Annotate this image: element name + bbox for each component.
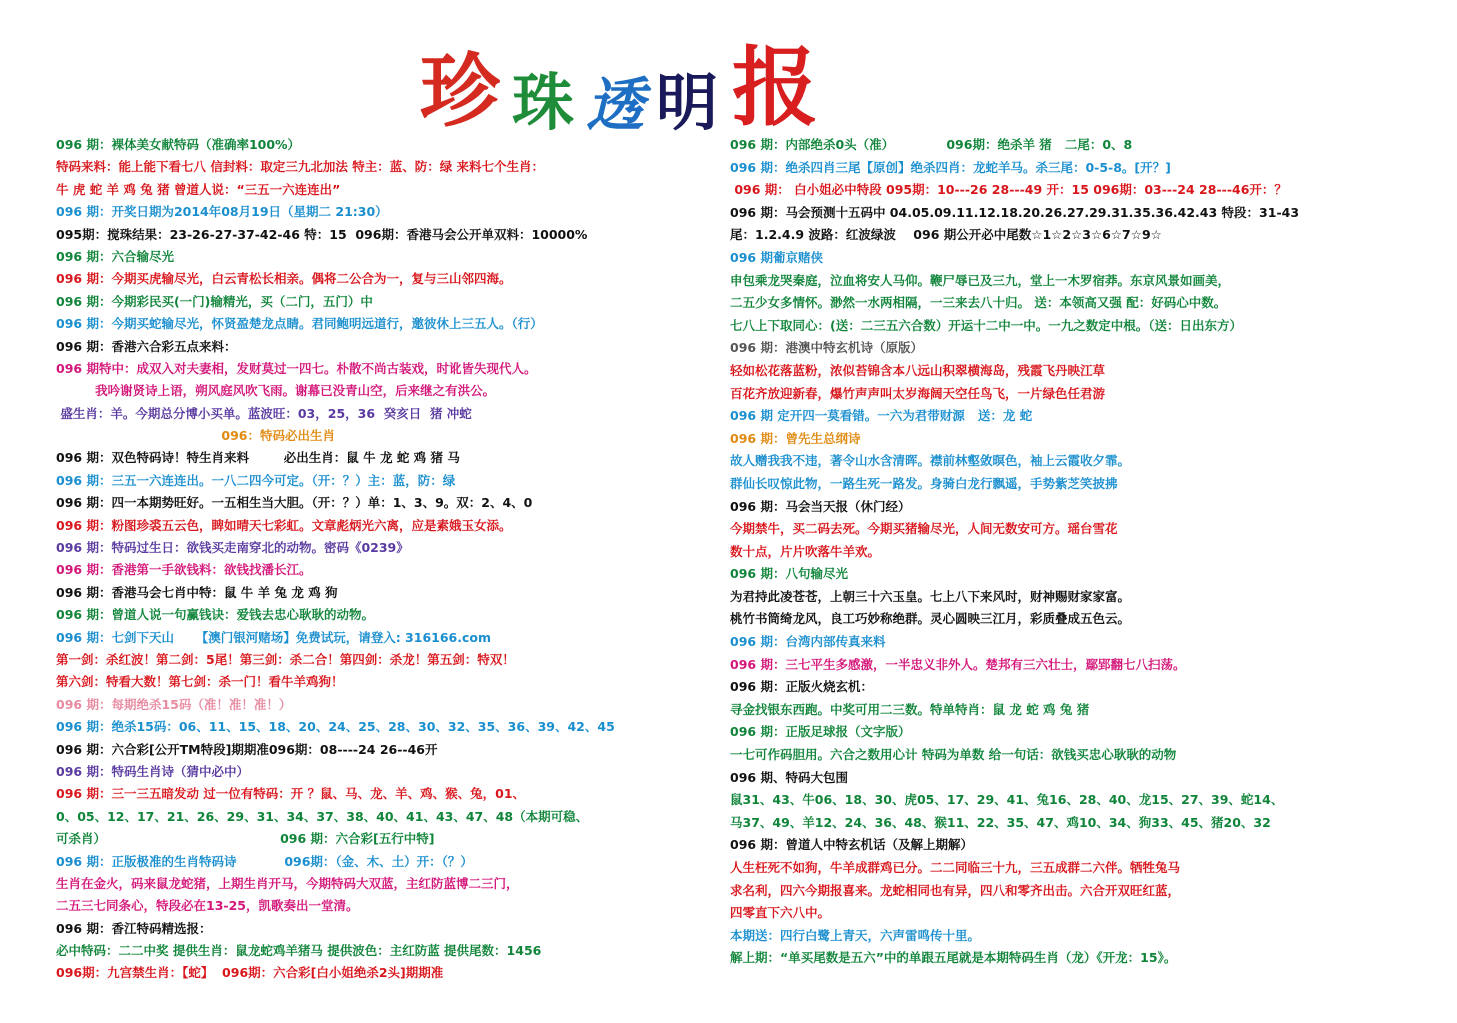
right-line: 096 期：正版足球报（文字版） [730, 724, 911, 740]
left-line: 096 期：六合彩[公开TM特段]期期准096期：08----24 26--46开 [56, 741, 438, 757]
right-line: 096 期：三七平生多感激，一半忠义非外人。楚邦有三六壮士，鄢郢翻七八扫荡。 [730, 656, 1186, 672]
right-line: 人生枉死不如狗，牛羊成群鸡已分。二二同临三十九，三五成群二六伴。牺牲兔马 [730, 860, 1181, 875]
left-line: 096 期：香港马会七肖中特：鼠 牛 羊 兔 龙 鸡 狗 [56, 584, 338, 600]
right-line: 为君持此凌苍苍，上朝三十六玉皇。七上八下来风时，财神赐财家家富。 [730, 588, 1131, 604]
right-line: 096 期： 白小姐必中特段 095期：10---26 28---49 开：15 096期：03---24 28---46开：？ [730, 182, 1287, 198]
right-line: 一七可作码胆用。六合之数用心计 特码为单数 给一句话：欲钱买忠心耿耿的动物 [730, 747, 1177, 763]
right-line: 寻金找银东西跑。中奖可用二三数。特单特肖：鼠 龙 蛇 鸡 兔 猪 [730, 701, 1090, 717]
left-line: 096 期：七剑下天山 【澳门银河赌场】免费试玩，请登入: 316166.com [56, 629, 492, 645]
left-line: 第一剑：杀红波！第二剑：5尾！第三剑：杀二合！第四剑：杀龙！第五剑：特双！ [56, 651, 515, 667]
right-line: 096 期：八句输尽光 [730, 566, 848, 582]
left-line: 096 期：特码过生日：欲钱买走南穿北的动物。密码《0239》 [56, 540, 409, 556]
right-line: 百花齐放迎新春，爆竹声声叫太岁海阔天空任鸟飞，一片绿色任君游 [730, 385, 1106, 401]
right-line: 故人赠我我不违，著令山水含清晖。襟前林壑敛暝色，袖上云霞收夕霏。 [730, 453, 1131, 469]
left-line: 096 期：六合输尽光 [56, 248, 174, 264]
left-line: 095期：搅珠结果：23-26-27-37-42-46 特：15 096期：香港马会公开单双料：10000% [56, 226, 588, 242]
title-char-4: 明 [656, 66, 719, 139]
right-line: 096 期：曾道人中特玄机话（及解上期解） [730, 837, 973, 853]
left-line: 特码来料：能上能下看七八 信封料：取定三九北加法 特主：蓝、防：绿 来料七个生肖： [56, 159, 545, 175]
right-line: 四零直下六八中。 [730, 905, 831, 921]
left-line: 我吟谢贤诗上语，朔风庭风吹飞雨。谢幕已没青山空，后来继之有洪公。 [56, 383, 496, 399]
left-line: 096 期：四一本期势旺好。一五相生当大胆。（开：？）单：1、3、9。双：2、4、0 [56, 495, 533, 511]
right-line: 群仙长叹惊此物，一路生死一路发。身骑白龙行飘遥，手势紫芝笑披拂 [730, 475, 1118, 491]
right-line: 尾：1.2.4.9 波路：红波绿波 096 期公开必中尾数☆1☆2☆3☆6☆7☆9☆ [730, 227, 1162, 243]
right-column [730, 134, 1450, 970]
right-line: 096 期：马会预测十五码中 04.05.09.11.12.18.20.26.27.29.31.35.36.42.43 特段：31-43 [730, 204, 1300, 220]
right-line: 096 期：内部绝杀0头（准） 096期：绝杀羊 猪 二尾：0、8 [730, 137, 1133, 152]
right-line: 今期禁牛，买二码去死。今期买猪输尽光，人间无数安可方。瑶台雪花 [730, 521, 1118, 537]
right-line: 096 期、特码大包围 [730, 769, 848, 785]
right-line: 数十点，片片吹落牛羊欢。 [730, 543, 881, 559]
left-line: 盛生肖：羊。今期总分博小买单。蓝波旺：03，25，36 癸亥日 猪 冲蛇 [56, 405, 472, 421]
left-line: 096 期：正版极准的生肖特码诗 096期：（金、木、土）开：（？） [56, 853, 473, 869]
title-char-1: 珍 [420, 44, 500, 138]
right-line: 096 期：马会当天报（休门经） [730, 498, 911, 514]
left-column [56, 134, 726, 985]
left-line: 096 期：三五一六连连出。一八二四今可定。（开：？）主：蓝，防：绿 [56, 472, 456, 488]
right-line: 马37、49、羊12、24、36、48、猴11、22、35、47、鸡10、34、狗33、45、猪20、32 [730, 814, 1271, 830]
right-line: 七八上下取同心：(送：二三五六合数）开运十二中一中。一九之数定中根。（送：日出东方） [730, 317, 1242, 333]
right-line: 求名利，四六今期报喜来。龙蛇相同也有异，四八和零齐出击。六合开双旺红蓝， [730, 882, 1181, 898]
left-line: 096 期：曾道人说一句赢钱诀：爱钱去忠心耿耿的动物。 [56, 607, 374, 623]
right-line: 096 期：港澳中特玄机诗（原版） [730, 340, 923, 356]
right-line: 096 期 定开四一莫看错。一六为君带财源 送：龙 蛇 [730, 408, 1033, 424]
left-line: 二五三七同条心，特段必在13-25，凯歌奏出一堂清。 [56, 898, 359, 914]
left-line: 096 期：香港第一手欲钱料：欲钱找潘长江。 [56, 562, 312, 578]
left-line: 096 期：三一三五暗发动 过一位有特码：开 ？鼠、马、龙、羊、鸡、猴、兔，01、 [56, 786, 526, 802]
left-line: 必中特码：二二中奖 提供生肖：鼠龙蛇鸡羊猪马 提供波色：主红防蓝 提供尾数：1456 [56, 943, 542, 959]
left-line: 096 期：特码生肖诗（猜中必中） [56, 763, 249, 779]
right-line: 096 期：台湾内部传真来料 [730, 634, 886, 650]
left-line: 096 期：双色特码诗！特生肖来料 必出生肖：鼠 牛 龙 蛇 鸡 猪 马 [56, 450, 460, 466]
left-line: 096 期：香港六合彩五点来料： [56, 338, 237, 354]
left-line: 第六剑：特看大数！第七剑：杀一门！看牛羊鸡狗！ [56, 674, 344, 690]
left-line: 096 期：裸体美女献特码（准确率100%） [56, 137, 301, 152]
right-line: 鼠31、43、牛06、18、30、虎05、17、29、41、兔16、28、40、龙15、27、39、蛇14、 [730, 792, 1284, 808]
right-line: 096 期：正版火烧玄机： [730, 679, 873, 695]
left-line: 生肖在金火，码来鼠龙蛇猪，上期生肖开马，今期特码大双蓝，主红防蓝博二三门， [56, 875, 519, 891]
left-line: 096：特码必出生肖 [56, 428, 335, 444]
right-line: 096 期：曾先生总纲诗 [730, 430, 861, 446]
right-line: 096 期：绝杀四肖三尾【原创】绝杀四肖：龙蛇羊马。杀三尾：0-5-8。[开？] [730, 159, 1171, 175]
page-title [420, 18, 819, 139]
left-line: 可杀肖） 096 期：六合彩[五行中特] [56, 831, 435, 847]
left-line: 096 期：绝杀15码：06、11、15、18、20、24、25、28、30、32、35、36、39、42、45 [56, 719, 615, 735]
right-line: 本期送：四行白鹭上青天，六声雷鸣传十里。 [730, 927, 981, 943]
title-char-2: 珠 [512, 66, 575, 139]
left-line: 096 期：香江特码精选报： [56, 920, 212, 936]
right-line: 解上期：“单买尾数是五六”中的单跟五尾就是本期特码生肖（龙）《开龙：15》。 [730, 950, 1177, 966]
right-line: 申包乘龙哭秦庭，泣血将安人马仰。鞭尸辱已及三九，堂上一木罗宿莽。东京风景如画美， [730, 272, 1231, 288]
left-line: 096 期：今期买蛇输尽光，怀贤盈楚龙点睛。君同鲍明远道行，邀彼休上三五人。（行） [56, 316, 543, 332]
left-line: 牛 虎 蛇 羊 鸡 兔 猪 曾道人说：“三五一六连连出” [56, 181, 341, 197]
left-line: 096期：九宫禁生肖：【蛇】 096期：六合彩[白小姐绝杀2头]期期准 [56, 965, 444, 981]
left-line: 096 期：粉图珍裘五云色，睥如晴天七彩虹。文章彪炳光六离，应是素娥玉女添。 [56, 517, 512, 533]
left-line: 096 期：每期绝杀15码（准！准！准！） [56, 696, 292, 712]
right-line: 轻如松花落蓝粉，浓似苔锦含本八远山积翠横海岛，残霞飞丹映江草 [730, 362, 1106, 378]
left-line: 0、05、12、17、21、26、29、31、34、37、38、40、41、43、47、48（本期可稳、 [56, 808, 589, 824]
left-line: 096 期：开奖日期为2014年08月19日（星期二 21:30） [56, 204, 388, 220]
title-char-5: 报 [732, 37, 819, 138]
title-char-3: 透 [586, 71, 645, 139]
right-line: 桃竹书筒绮龙风，良工巧妙称绝群。灵心圆映三江月，彩质叠成五色云。 [730, 611, 1131, 627]
right-line: 096 期葡京赌侠 [730, 249, 823, 265]
left-line: 096 期特中：成双入对夫妻相，发财莫过一四七。朴散不尚古装戏，时讹皆失现代人。 [56, 360, 537, 376]
left-line: 096 期：今期彩民买(一门)输精光，买（二门，五门）中 [56, 293, 373, 309]
left-line: 096 期：今期买虎输尽光，白云青松长相亲。偶将二公合为一，复与三山邻四海。 [56, 271, 512, 287]
right-line: 二五少女多情怀。渺然一水两相隔，一三来去八十归。 送：本领高又强 配：好码心中数。 [730, 295, 1227, 311]
